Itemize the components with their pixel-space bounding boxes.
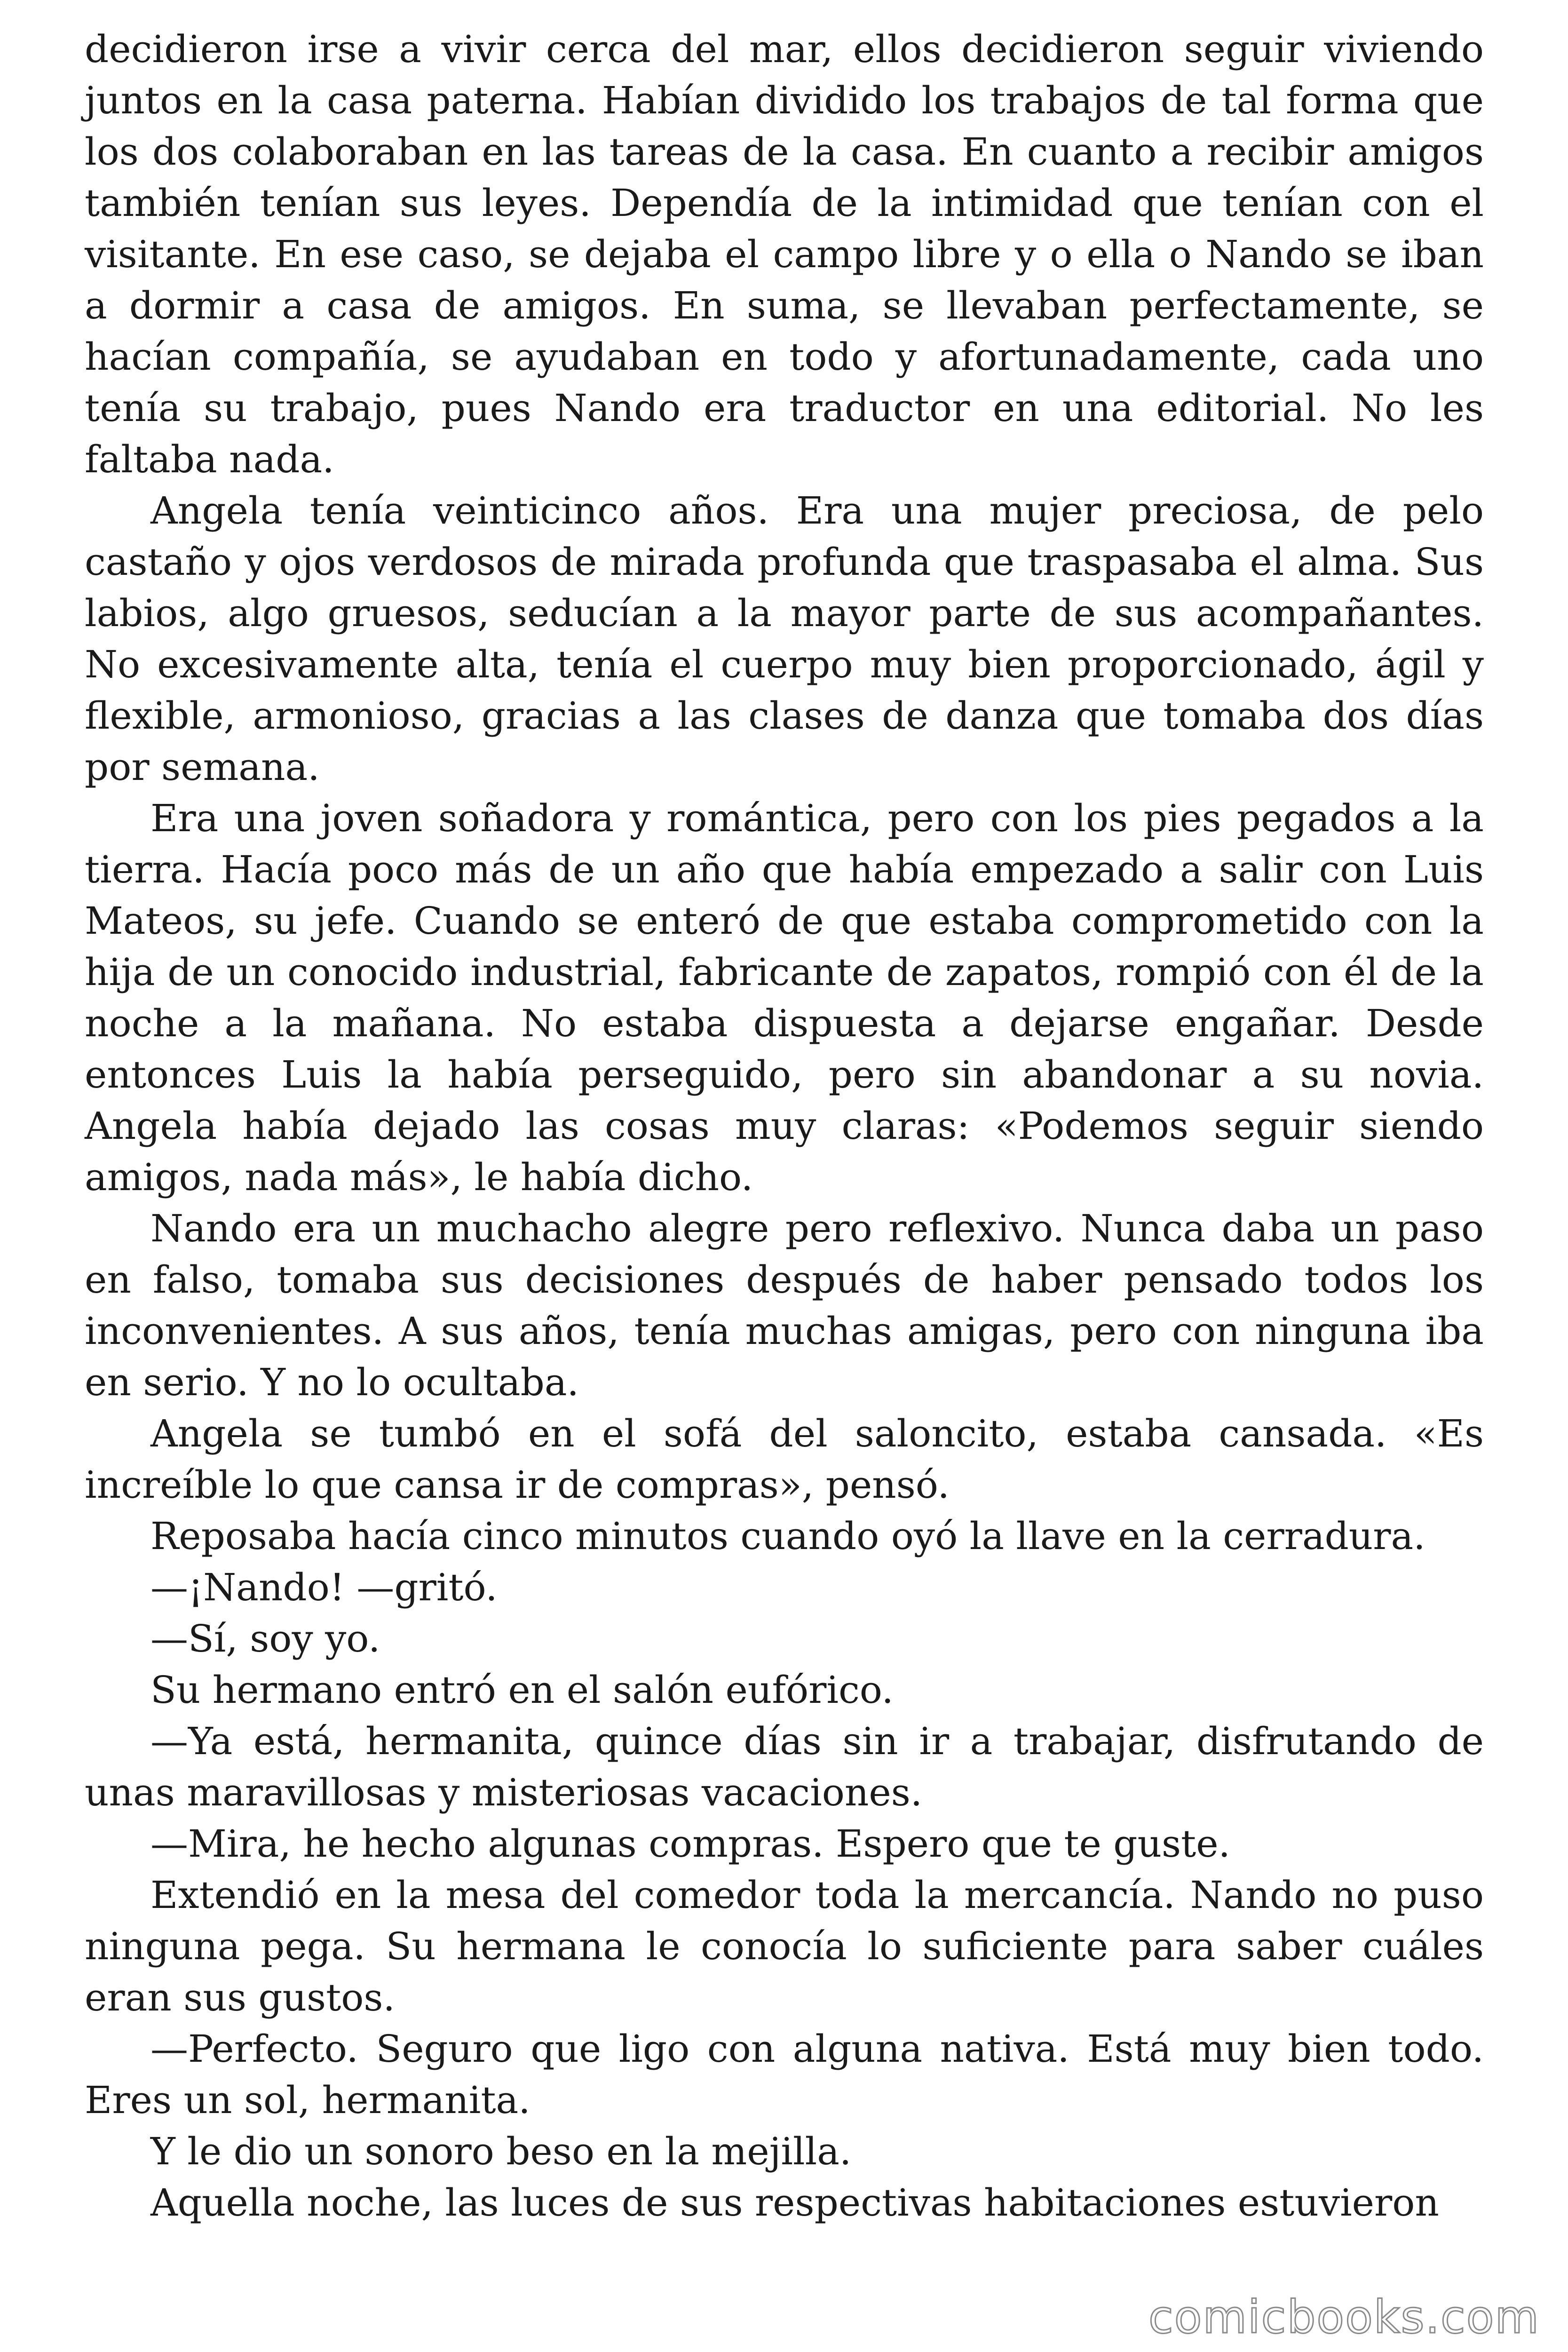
- dialogue-line-3: —Ya está, hermanita, quince días sin ir a trabajar, disfrutando de unas maravillosas y misteriosas vacaciones.: [85, 1719, 1484, 1814]
- paragraph-3: Era una joven soñadora y romántica, pero con los pies pegados a la tierra. Hacía poco más de un año que había empezado a salir con Luis Mateos, su jefe. Cuando se enteró de que estaba comprometido con la hija de un conocido industrial, fabricante de zapatos, rompió con él de la noche a la mañana. No estaba dispuesta a dejarse engañar. Desde entonces Luis la había perseguido, pero sin abandonar a su novia. Angela había dejado las cosas muy claras: «Podemos seguir siendo amigos, nada más», le había dicho.: [85, 796, 1484, 1199]
- paragraph-14: Y le dio un sonoro beso en la mejilla.: [150, 2130, 852, 2173]
- dialogue-line-4: —Mira, he hecho algunas compras. Espero que te guste.: [150, 1822, 1230, 1866]
- dialogue-line-5: —Perfecto. Seguro que ligo con alguna nativa. Está muy bien todo. Eres un sol, hermanita.: [85, 2027, 1484, 2122]
- paragraph-9: Su hermano entró en el salón eufórico.: [150, 1668, 894, 1712]
- dialogue-line-1: —¡Nando! —gritó.: [150, 1565, 498, 1609]
- paragraph-4: Nando era un muchacho alegre pero reflexivo. Nunca daba un paso en falso, tomaba sus decisiones después de haber pensado todos los inconvenientes. A sus años, tenía muchas amigas, pero con ninguna iba en serio. Y no lo ocultaba.: [85, 1207, 1484, 1404]
- paragraph-5: Angela se tumbó en el sofá del saloncito, estaba cansada. «Es increíble lo que cansa ir de compras», pensó.: [85, 1412, 1484, 1507]
- paragraph-6: Reposaba hacía cinco minutos cuando oyó la llave en la cerradura.: [150, 1514, 1425, 1558]
- paragraph-1: decidieron irse a vivir cerca del mar, ellos decidieron seguir viviendo juntos en la casa paterna. Habían dividido los trabajos de tal forma que los dos colaboraban en las tareas de la casa. En cuanto a recibir amigos también tenían sus leyes. Dependía de la intimidad que tenían con el visitante. En ese caso, se dejaba el campo libre y o ella o Nando se iban a dormir a casa de amigos. En suma, se llevaban perfectamente, se hacían compañía, se ayudaban en todo y afortunadamente, cada uno tenía su trabajo, pues Nando era traductor en una editorial. No les faltaba nada.: [85, 27, 1484, 481]
- watermark-logo: comicbooks.com: [1148, 2291, 1540, 2344]
- paragraph-15: Aquella noche, las luces de sus respectivas habitaciones estuvieron: [150, 2181, 1439, 2225]
- paragraph-2: Angela tenía veinticinco años. Era una mujer preciosa, de pelo castaño y ojos verdosos de mirada profunda que traspasaba el alma. Sus labios, algo gruesos, seducían a la mayor parte de sus acompañantes. No excesivamente alta, tenía el cuerpo muy bien proporcionado, ágil y flexible, armonioso, gracias a las clases de danza que tomaba dos días por semana.: [85, 489, 1484, 789]
- dialogue-line-2: —Sí, soy yo.: [150, 1617, 380, 1661]
- paragraph-12: Extendió en la mesa del comedor toda la mercancía. Nando no puso ninguna pega. Su hermana le conocía lo suficiente para saber cuáles eran sus gustos.: [85, 1873, 1484, 2019]
- book-page: [85, 24, 1484, 2228]
